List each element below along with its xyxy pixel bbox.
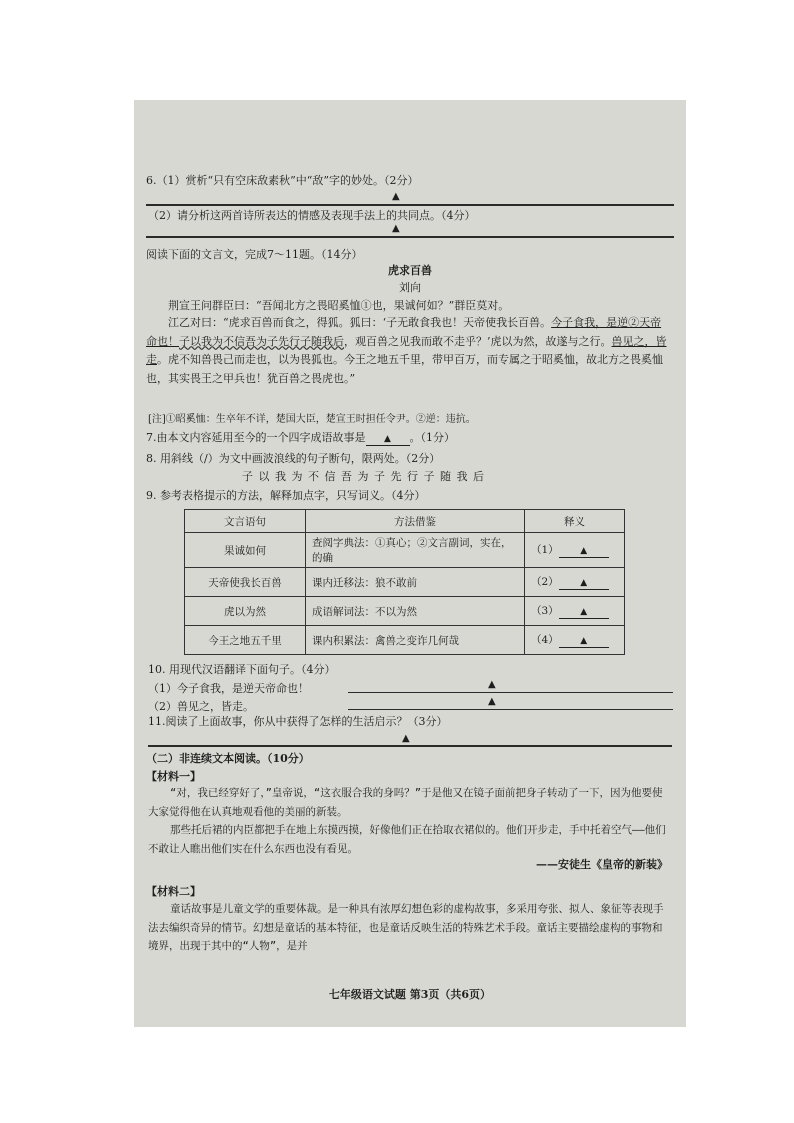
answer-mark-icon: ▲ xyxy=(559,578,609,590)
q6-part1: 6.（1）赏析“只有空床敌素秋”中“敌”字的妙处。（2分） xyxy=(146,174,419,187)
answer-mark-icon: ▲ xyxy=(392,191,400,202)
table-cell xyxy=(525,568,625,597)
answer-line xyxy=(148,745,672,747)
table-header: 文言语句 xyxy=(185,510,306,533)
answer-number: （4） xyxy=(531,634,559,646)
material-1-paragraph-2: 那些托后裙的内臣都把手在地上东摸西摸，好像他们正在拾取衣裙似的。他们开步走，手中托着空气——他们不敢让人瞧出他们实在什么东西也没有看见。 xyxy=(148,824,666,855)
passage-text: ，观百兽之见我而敢不走乎？’虎以为然，故遂与之行。 xyxy=(344,334,612,348)
answer-mark-icon: ▲ xyxy=(488,696,496,707)
reading-intro: 阅读下面的文言文，完成7～11题。（14分） xyxy=(146,248,363,261)
q7 xyxy=(146,431,455,446)
table-header-row xyxy=(185,510,625,533)
table-cell: 课内迁移法：狼不敢前 xyxy=(306,568,525,597)
passage-text: 。虎不知兽畏己而走也，以为畏狐也。今王之地五千里，带甲百万，而专属之于昭奚恤，故北方之畏奚恤也，其实畏王之甲兵也！犹百兽之畏虎也。” xyxy=(146,353,663,385)
q10: 10. 用现代汉语翻译下面句子。（4分） xyxy=(148,663,336,676)
answer-number: （1） xyxy=(531,544,559,556)
answer-number: （3） xyxy=(531,605,559,617)
answer-line xyxy=(348,709,673,710)
q10-item-1: （1）今子食我，是逆天帝命也！ xyxy=(148,682,309,695)
passage-paragraph-2 xyxy=(146,314,670,388)
answer-number: （2） xyxy=(531,576,559,588)
material-1-label: 【材料一】 xyxy=(146,770,201,783)
table-row xyxy=(185,626,625,655)
table-header: 方法借鉴 xyxy=(306,510,525,533)
answer-mark-icon: ▲ xyxy=(559,607,609,619)
material-1-source: ——安徒生《皇帝的新装》 xyxy=(536,858,668,871)
table-row xyxy=(185,568,625,597)
page-footer: 七年级语文试题 第3页（共6页） xyxy=(328,988,492,1001)
answer-mark-icon: ▲ xyxy=(402,733,410,744)
table-cell: 虎以为然 xyxy=(185,597,306,626)
table-cell: 天帝使我长百兽 xyxy=(185,568,306,597)
q7-text: 7.由本文内容延用至今的一个四字成语故事是 xyxy=(146,431,366,444)
section-heading: （二）非连续文本阅读。（10分） xyxy=(146,752,310,765)
q11: 11.阅读了上面故事，你从中获得了怎样的生活启示？（3分） xyxy=(148,715,448,728)
underlined-sentence: 今子食我，是逆②天帝命也！ xyxy=(146,316,662,348)
material-2-label: 【材料二】 xyxy=(146,885,201,898)
q9: 9. 参考表格提示的方法，解释加点字，只写词义。（4分） xyxy=(146,489,426,502)
q6-part2: （2）请分析这两首诗所表达的情感及表现手法上的共同点。（4分） xyxy=(148,209,476,222)
table-row xyxy=(185,533,625,568)
answer-line xyxy=(146,204,674,206)
table-cell: 成语解词法：不以为然 xyxy=(306,597,525,626)
answer-mark-icon: ▲ xyxy=(366,434,410,446)
exam-sheet xyxy=(134,100,686,1027)
q8-sentence: 子 以 我 为 不 信 吾 为 子 先 行 子 随 我 后 xyxy=(242,470,485,483)
answer-mark-icon: ▲ xyxy=(488,679,496,690)
method-table xyxy=(184,509,625,655)
material-2-paragraph-1: 童话故事是儿童文学的重要体裁。是一种具有浓厚幻想色彩的虚构故事，多采用夸张、拟人、象征等表现手法去编织奇异的情节。幻想是童话的基本特征，也是童话反映生活的特殊艺术手段。童话主要描绘虚构的事物和境界，出现于其中的“人物”，是并 xyxy=(148,903,664,952)
passage-author: 刘向 xyxy=(399,281,421,294)
wavy-underlined-sentence: 子以我为不信吾为子先行子随我后 xyxy=(179,334,344,348)
answer-line xyxy=(348,692,673,693)
answer-line xyxy=(146,236,674,238)
q10-item-2: （2）兽见之，皆走。 xyxy=(148,700,254,713)
answer-mark-icon: ▲ xyxy=(559,636,609,648)
passage-paragraph-1: 荆宣王问群臣曰：“吾闻北方之畏昭奚恤①也，果诚何如？”群臣莫对。 xyxy=(168,299,510,312)
table-cell xyxy=(525,533,625,568)
table-header: 释义 xyxy=(525,510,625,533)
table-row xyxy=(185,597,625,626)
answer-mark-icon: ▲ xyxy=(392,223,400,234)
table-cell: 今王之地五千里 xyxy=(185,626,306,655)
passage-text: 江乙对曰：“虎求百兽而食之，得狐。狐曰：‘子无敢食我也！天帝使我长百兽。 xyxy=(168,316,552,329)
table-cell: 课内积累法：禽兽之变诈几何哉 xyxy=(306,626,525,655)
underlined-sentence: 兽见之，皆走 xyxy=(146,334,667,366)
material-1-paragraph-1: “对，我已经穿好了，”皇帝说，“这衣服合我的身吗？”于是他又在镜子面前把身子转动了一下，因为他要使大家觉得他在认真地观看他的美丽的新装。 xyxy=(148,787,663,818)
passage-note: [注]①昭奚恤：生卒年不详，楚国大臣，楚宣王时担任令尹。②逆：违抗。 xyxy=(148,414,476,425)
table-cell xyxy=(525,626,625,655)
table-cell: 查阅字典法：①真心；②文言副词，实在，的确 xyxy=(306,533,525,568)
table-cell xyxy=(525,597,625,626)
q8: 8. 用斜线（/）为文中画波浪线的句子断句，限两处。（2分） xyxy=(146,452,441,465)
table-cell: 果诚如何 xyxy=(185,533,306,568)
answer-mark-icon: ▲ xyxy=(559,546,609,558)
passage-title: 虎求百兽 xyxy=(388,264,432,277)
q7-text: 。（1分） xyxy=(409,431,455,444)
